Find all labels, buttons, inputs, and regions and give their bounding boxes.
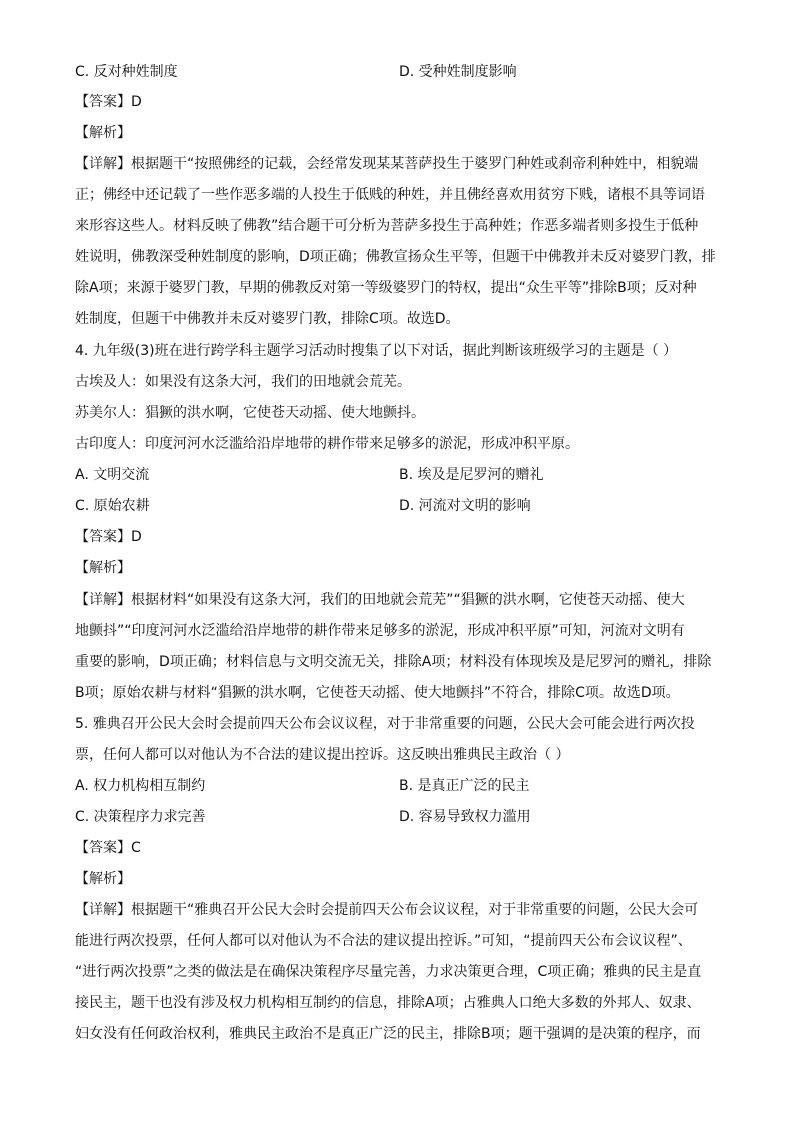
q3-option-d: D. 受种姓制度影响 xyxy=(399,64,517,80)
q5-option-d: D. 容易导致权力滥用 xyxy=(399,809,531,825)
q4-detail-line: 重要的影响，D项正确；材料信息与文明交流无关，排除A项；材料没有体现埃及是尼罗河的赠礼，排除 xyxy=(75,654,712,670)
q3-detail-line: 来形容这些人。材料反映了佛教”结合题干可分析为菩萨多投生于高种姓；作恶多端者则多投生于低种 xyxy=(75,218,699,234)
q4-dialog-line: 古印度人：印度河河水泛滥给沿岸地带的耕作带来足够多的淤泥，形成冲积平原。 xyxy=(75,436,579,452)
q4-stem: 4. 九年级(3)班在进行跨学科主题学习活动时搜集了以下对话，据此判断该班级学习的主题是（ ） xyxy=(75,343,678,359)
q4-detail-line: 地颤抖”“印度河河水泛滥给沿岸地带的耕作带来足够多的淤泥，形成冲积平原”可知，河流对文明有 xyxy=(75,623,685,639)
q3-detail-line: 正；佛经中还记载了一些作恶多端的人投生于低贱的种姓，并且佛经喜欢用贫穷下贱，诸根不具等词语 xyxy=(75,187,705,203)
q3-detail-line: 姓说明，佛教深受种姓制度的影响，D项正确；佛教宣扬众生平等，但题干中佛教并未反对婆罗门教，排 xyxy=(75,249,716,265)
q4-answer: 【答案】D xyxy=(75,529,142,545)
q4-option-c: C. 原始农耕 xyxy=(75,498,150,514)
q5-option-b: B. 是真正广泛的民主 xyxy=(399,778,530,794)
q3-option-c: C. 反对种姓制度 xyxy=(75,64,178,80)
q5-detail-line: “进行两次投票”之类的做法是在确保决策程序尽量完善，力求决策更合理，C项正确；雅典的民主是直 xyxy=(75,964,702,980)
q3-detail-line: 姓制度，但题干中佛教并未反对婆罗门教，排除C项。故选D。 xyxy=(75,311,460,327)
q5-detail-line: 能进行两次投票，任何人都可以对他认为不合法的建议提出控诉。”可知，“提前四天公布会议议程”、 xyxy=(75,933,692,949)
q3-answer: 【答案】D xyxy=(75,94,142,110)
q3-analysis-label: 【解析】 xyxy=(75,125,131,141)
q4-option-a: A. 文明交流 xyxy=(75,467,150,483)
q4-option-b: B. 埃及是尼罗河的赠礼 xyxy=(399,467,544,483)
q5-stem-line: 5. 雅典召开公民大会时会提前四天公布会议议程，对于非常重要的问题，公民大会可能会进行两次投 xyxy=(75,716,695,732)
q5-analysis-label: 【解析】 xyxy=(75,871,131,887)
q5-detail-line: 妇女没有任何政治权利，雅典民主政治不是真正广泛的民主，排除B项；题干强调的是决策的程序，而 xyxy=(75,1026,701,1042)
q5-answer: 【答案】C xyxy=(75,840,141,856)
q5-option-c: C. 决策程序力求完善 xyxy=(75,809,206,825)
q5-stem-line: 票，任何人都可以对他认为不合法的建议提出控诉。这反映出雅典民主政治（ ） xyxy=(75,747,570,763)
q3-detail-line: 除A项；来源于婆罗门教，早期的佛教反对第一等级婆罗门的特权，提出“众生平等”排除B项；反对种 xyxy=(75,280,697,296)
q4-detail-line: 【详解】根据材料“如果没有这条大河，我们的田地就会荒芜”“猖獗的洪水啊，它使苍天动摇、使大 xyxy=(75,592,685,608)
q5-detail-line: 【详解】根据题干“雅典召开公民大会时会提前四天公布会议议程，对于非常重要的问题，公民大会可 xyxy=(75,902,699,918)
q4-detail-line: B项；原始农耕与材料“猖獗的洪水啊，它使苍天动摇、使大地颤抖”不符合，排除C项。故选D项。 xyxy=(75,685,680,701)
q4-dialog-line: 苏美尔人：猖獗的洪水啊，它使苍天动摇、使大地颤抖。 xyxy=(75,405,425,421)
q5-option-a: A. 权力机构相互制约 xyxy=(75,778,206,794)
q3-detail-line: 【详解】根据题干“按照佛经的记载，会经常发现某某菩萨投生于婆罗门种姓或刹帝利种姓中，相貌端 xyxy=(75,156,699,172)
q5-detail-line: 接民主，题干也没有涉及权力机构相互制约的信息，排除A项；占雅典人口绝大多数的外邦人、奴隶、 xyxy=(75,995,701,1011)
q4-option-d: D. 河流对文明的影响 xyxy=(399,498,531,514)
q4-analysis-label: 【解析】 xyxy=(75,560,131,576)
q4-dialog-line: 古埃及人：如果没有这条大河，我们的田地就会荒芜。 xyxy=(75,374,411,390)
